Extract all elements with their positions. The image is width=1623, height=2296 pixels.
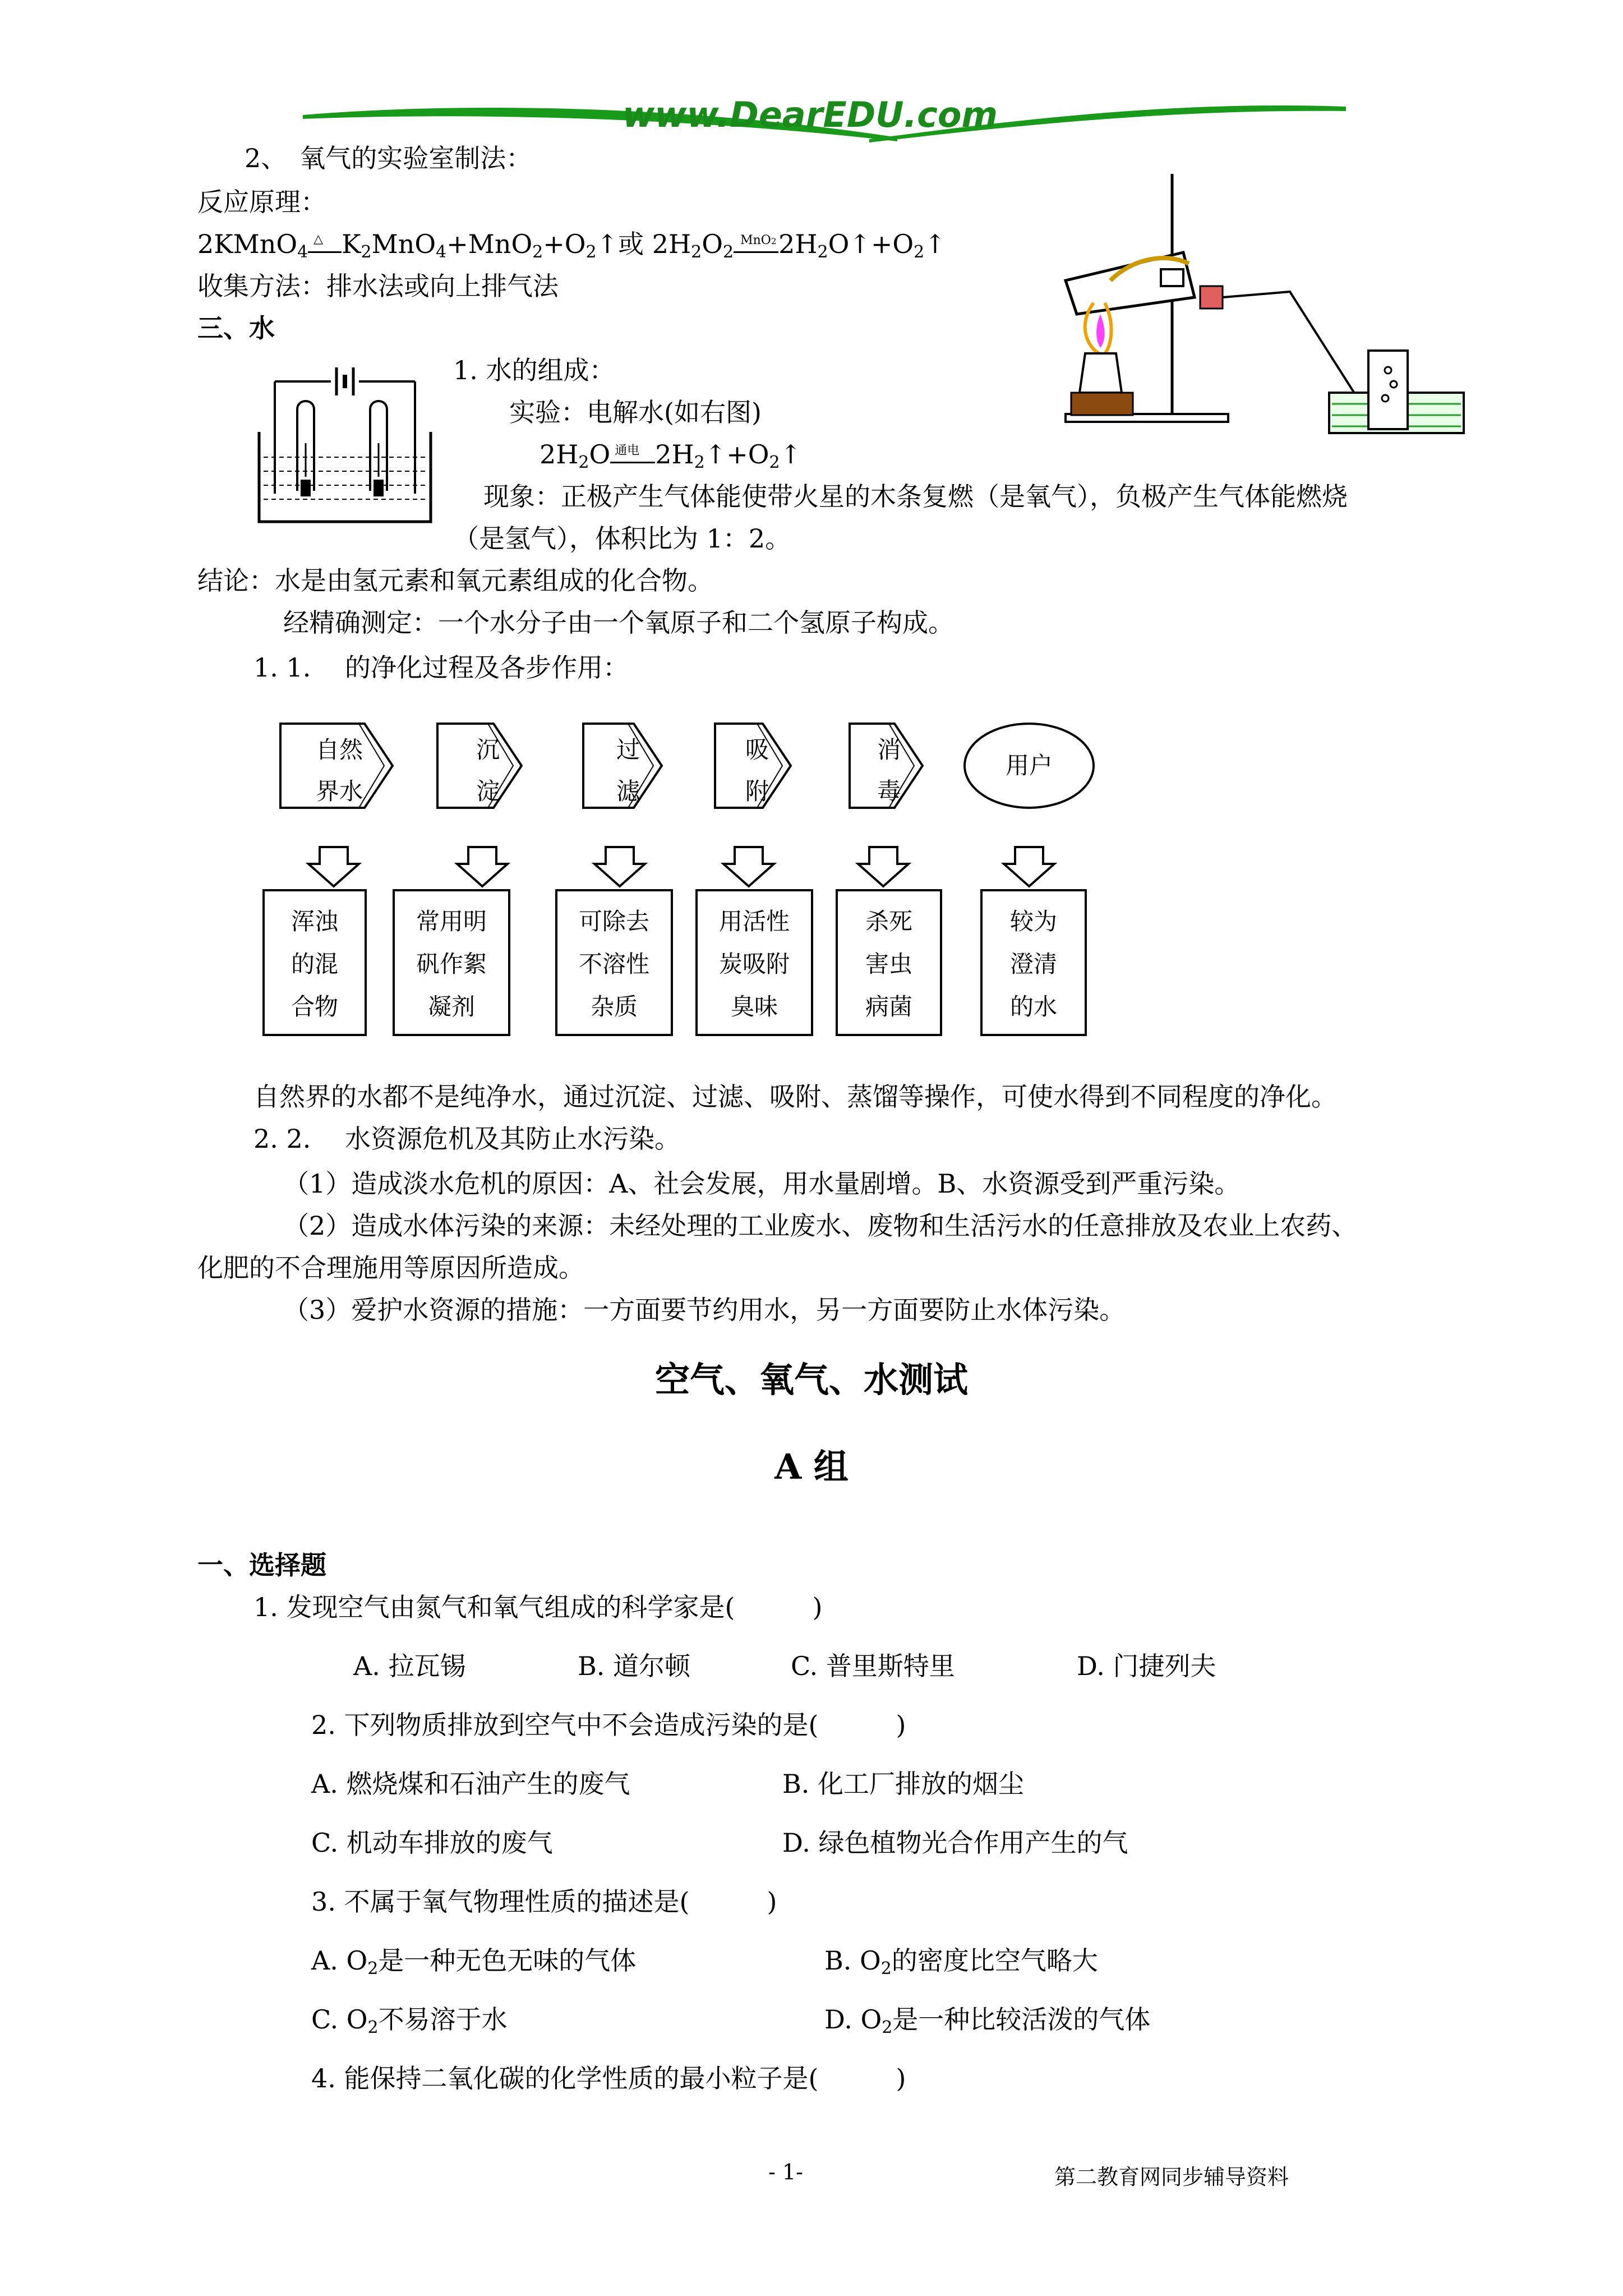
q3-option-d: D. $O_2$是一种比较活泼的气体 (824, 2004, 1151, 2037)
electrolysis-equation: $2H_2O$ 通电 $2H_2↑+O_2↑$ (540, 439, 802, 472)
sec2-heading: 2、 氧气的实验室制法： (245, 143, 532, 173)
conclusion: 结论：水是由氢元素和氧元素组成的化合物。 (197, 565, 713, 596)
effect-box-natural: 浑浊 的混 合物 (262, 889, 367, 1036)
header-site: www.DearEDU.com (623, 94, 998, 135)
sec3-heading: 三、水 (197, 313, 275, 343)
effect-box-disinfection: 杀死 害虫 病菌 (836, 889, 942, 1036)
collect-method: 收集方法：排水法或向上排气法 (197, 271, 559, 301)
composition-heading: 1. 水的组成： (453, 355, 615, 385)
question-4: 4. 能保持二氧化碳的化学性质的最小粒子是( ) (311, 2063, 906, 2093)
phenomenon-line1: 现象：正极产生气体能使带火星的木条复燃（是氧气），负极产生气体能燃烧 (483, 481, 1348, 512)
page-number: - 1- (768, 2160, 803, 2184)
crisis-cause: （1）造成淡水危机的原因：A、社会发展，用水量剧增。B、水资源受到严重污染。 (283, 1168, 1241, 1199)
precise-measurement: 经精确测定：一个水分子由一个氧原子和二个氢原子构成。 (283, 608, 954, 638)
crisis-heading: 2. 2. 水资源危机及其防止水污染。 (253, 1124, 681, 1154)
step-adsorption: 吸 附 (745, 736, 769, 805)
q1-option-b: B. 道尔顿 (578, 1651, 691, 1681)
pollution-source-line1: （2）造成水体污染的来源：未经处理的工业废水、废物和生活污水的任意排放及农业上农药、 (283, 1211, 1358, 1241)
q2-option-a: A. 燃烧煤和石油产生的废气 (311, 1769, 630, 1799)
section-choice-heading: 一、选择题 (197, 1550, 326, 1580)
purification-heading: 1. 1. 的净化过程及各步作用： (253, 652, 629, 683)
phenomenon-line2: （是氢气），体积比为 1：2。 (453, 523, 791, 554)
question-2: 2. 下列物质排放到空气中不会造成污染的是( ) (311, 1710, 906, 1740)
question-1: 1. 发现空气由氮气和氧气组成的科学家是( ) (253, 1592, 823, 1622)
effect-box-user: 较为 澄清 的水 (980, 889, 1087, 1036)
electrolysis-illustration (252, 359, 443, 527)
effect-box-adsorption: 用活性 炭吸附 臭味 (695, 889, 813, 1036)
oxygen-apparatus-illustration (1054, 168, 1481, 438)
purification-note: 自然界的水都不是纯净水，通过沉淀、过滤、吸附、蒸馏等操作，可使水得到不同程度的净化。 (253, 1082, 1337, 1112)
q1-option-d: D. 门捷列夫 (1077, 1651, 1216, 1681)
effect-box-sedimentation: 常用明 矾作絮 凝剂 (393, 889, 510, 1036)
step-sedimentation: 沉 淀 (476, 736, 500, 805)
reaction-equation: 2KMnO$_4$ △ $K_2MnO_4+MnO_2+O_2↑$或 $2H_2O_2$ MnO2 $2H_2O↑+O_2↑$ (197, 229, 946, 262)
step-disinfection: 消 毒 (877, 736, 901, 805)
q2-option-d: D. 绿色植物光合作用产生的气 (782, 1828, 1128, 1858)
test-group: A 组 (774, 1446, 849, 1487)
step-user: 用户 (1005, 752, 1053, 779)
experiment-text: 实验：电解水(如右图) (509, 397, 762, 427)
protection-measures: （3）爱护水资源的措施：一方面要节约用水，另一方面要防止水体污染。 (283, 1295, 1126, 1325)
principle-label: 反应原理： (197, 187, 326, 217)
effect-box-filtration: 可除去 不溶性 杂质 (555, 889, 673, 1036)
q2-option-c: C. 机动车排放的废气 (311, 1828, 553, 1858)
q2-option-b: B. 化工厂排放的烟尘 (782, 1769, 1025, 1799)
q3-option-c: C. $O_2$不易溶于水 (311, 2004, 508, 2037)
footer-source: 第二教育网同步辅导资料 (1054, 2165, 1289, 2189)
test-title: 空气、氧气、水测试 (654, 1359, 968, 1400)
question-3: 3. 不属于氧气物理性质的描述是( ) (311, 1887, 777, 1917)
q1-option-a: A. 拉瓦锡 (353, 1651, 466, 1681)
q1-option-c: C. 普里斯特里 (791, 1651, 955, 1681)
step-natural-water: 自然 界水 (315, 736, 363, 805)
q3-option-b: B. $O_2$的密度比空气略大 (824, 1945, 1098, 1978)
step-filtration: 过 滤 (616, 736, 640, 805)
pollution-source-line2: 化肥的不合理施用等原因所造成。 (197, 1253, 584, 1283)
q3-option-a: A. $O_2$是一种无色无味的气体 (311, 1945, 637, 1978)
